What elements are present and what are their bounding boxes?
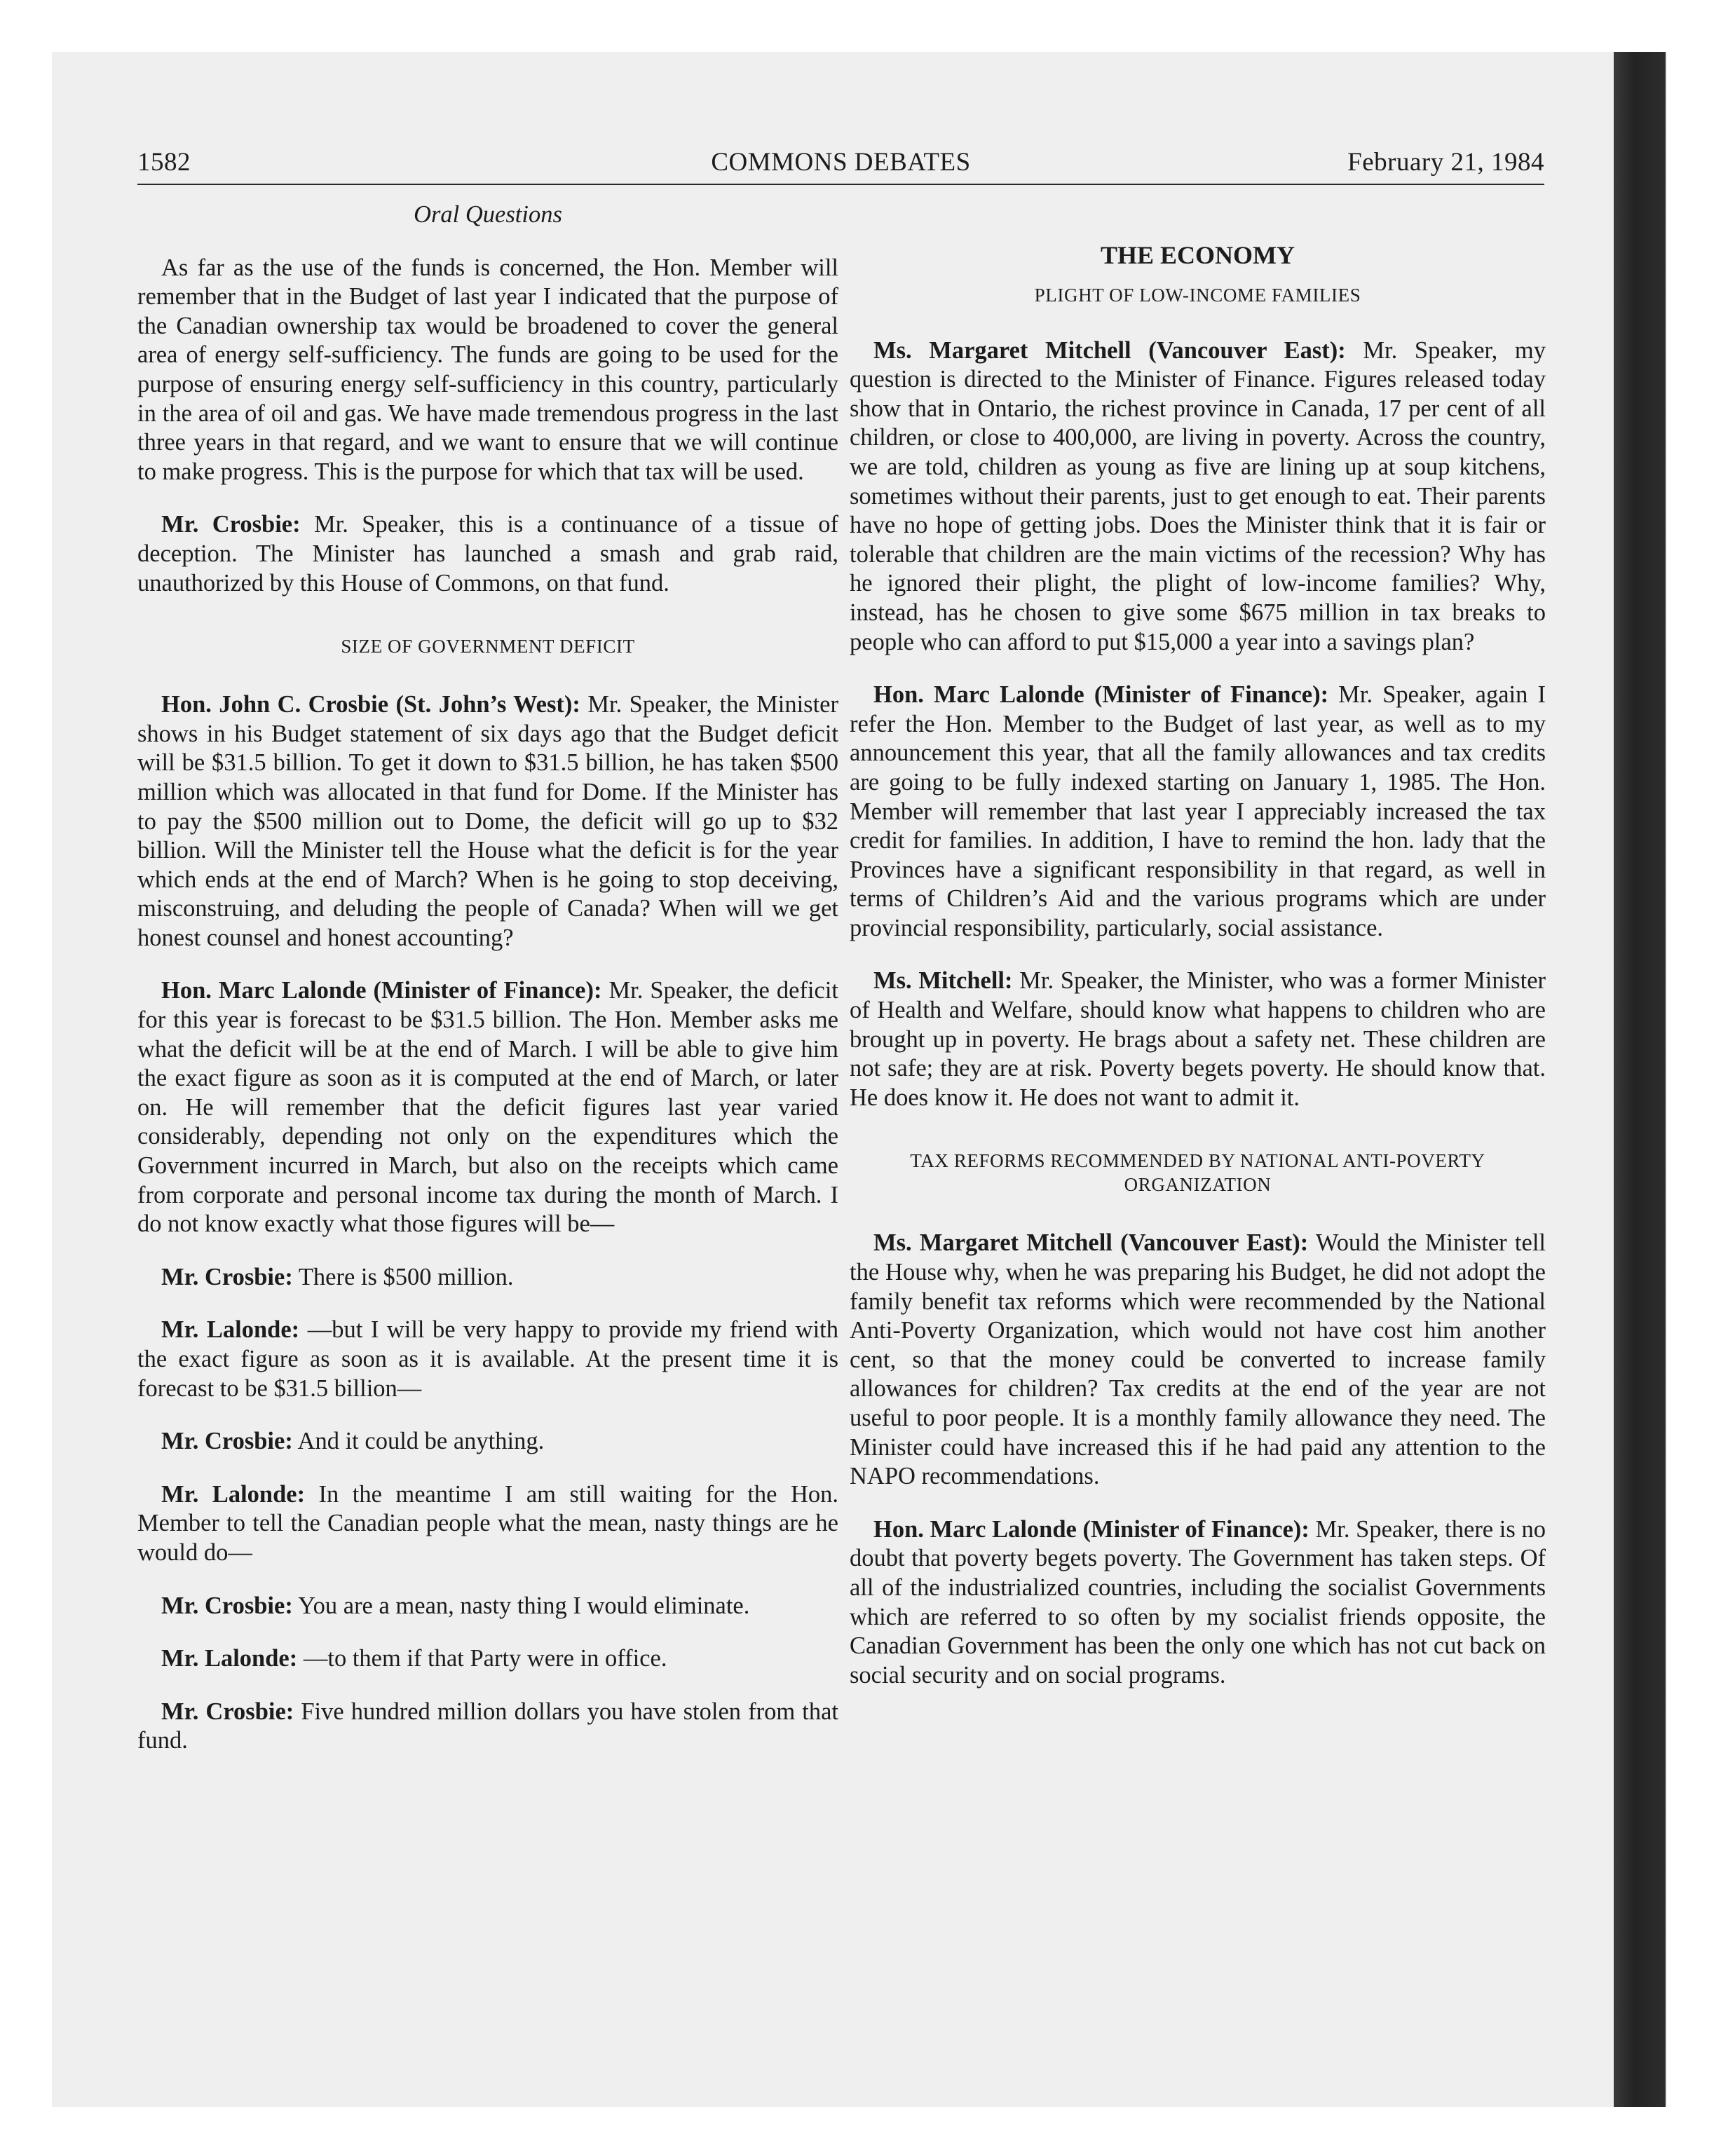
speech-text: You are a mean, nasty thing I would eliminate.: [292, 1592, 750, 1619]
paragraph: [850, 967, 1546, 1112]
speaker-name: Hon. Marc Lalonde (Minister of Finance):: [873, 681, 1329, 709]
paragraph: [850, 336, 1546, 657]
speaker-name: Ms. Margaret Mitchell (Vancouver East):: [873, 1229, 1309, 1257]
speech-text: —but I will be very happy to provide my friend with the exact figure as soon as it is available. At the present time it is forecast to be $31.5 billion—: [137, 1316, 838, 1402]
speaker-name: Hon. Marc Lalonde (Minister of Finance):: [161, 977, 602, 1004]
speech-text: Mr. Speaker, my question is directed to the Minister of Finance. Figures released today show that in Ontario, the richest province in Canada, 17 per cent of all children, or close to 400,000, are living in poverty. Across the country, we are told, children as young as five are lining up at soup kitchens, sometimes without their parents, just to get enough to eat. Their parents have no hope of getting jobs. Does the Minister think that it is fair or tolerable that children are the main victims of the recession? Why has he ignored their plight, the plight of low-income families? Why, instead, has he chosen to give some $675 million in tax breaks to people who can afford to put $15,000 a year into a savings plan?: [850, 336, 1546, 655]
speaker-name: Ms. Mitchell:: [873, 967, 1013, 995]
running-header: [137, 147, 1544, 184]
speech-text: There is $500 million.: [292, 1263, 514, 1290]
speaker-name: Mr. Crosbie:: [161, 1428, 293, 1455]
speech-text: Five hundred million dollars you have stolen from that fund.: [137, 1698, 838, 1754]
speech-text: Mr. Speaker, this is a continuance of a tissue of deception. The Minister has launched a smash and grab raid, unauthorized by this House of Commons, on that fund.: [137, 511, 838, 596]
speech-text: Mr. Speaker, there is no doubt that poverty begets poverty. The Government has taken steps. Of all of the industrialized countries, including the socialist Governments which are referred to so often by my socialist friends opposite, the Canadian Government has been the only one which has not cut back on social security and on social programs.: [850, 1515, 1546, 1688]
speech-text: Would the Minister tell the House why, when he was preparing his Budget, he did not adopt the family benefit tax reforms which were recommended by the National Anti-Poverty Organization, which would not have cost him another cent, so that the money could be converted to increase family allowances for children? Tax credits at the end of the year are not useful to poor people. It is a monthly family allowance they need. The Minister could have increased this if he had paid any attention to the NAPO recommendations.: [850, 1229, 1546, 1490]
paragraph: [137, 1698, 838, 1756]
paragraph: [850, 1229, 1546, 1491]
subheading: PLIGHT OF LOW-INCOME FAMILIES: [1034, 284, 1361, 306]
paragraph: [850, 681, 1546, 943]
speaker-name: Mr. Lalonde:: [161, 1645, 298, 1672]
subheading: TAX REFORMS RECOMMENDED BY NATIONAL ANTI-POVERTY ORGANIZATION: [910, 1150, 1485, 1196]
subheading: SIZE OF GOVERNMENT DEFICIT: [341, 636, 635, 657]
paragraph: [137, 1427, 838, 1456]
paragraph: [137, 1263, 838, 1292]
speech-text: —to them if that Party were in office.: [297, 1645, 667, 1672]
speaker-name: Hon. John C. Crosbie (St. John’s West):: [161, 691, 580, 718]
speech-text: Mr. Speaker, the deficit for this year is forecast to be $31.5 billion. The Hon. Member asks me what the deficit will be at the end of March. I will be able to give him the exact figure as soon as it is computed at the end of March, or later on. He will remember that the deficit figures last year varied considerably, depending not only on the expenditures which the Government incurred in March, but also on the receipts which came from corporate and personal income tax during the month of March. I do not know exactly what those figures will be—: [137, 977, 838, 1238]
speech-text: Mr. Speaker, the Minister, who was a former Minister of Health and Welfare, should know what happens to children who are brought up in poverty. He brags about a safety net. These children are not safe; they are at risk. Poverty begets poverty. He should know that. He does know it. He does not want to admit it.: [850, 967, 1546, 1111]
paragraph: As far as the use of the funds is concerned, the Hon. Member will remember that in the Budget of last year I indicated that the purpose of the Canadian ownership tax would be broadened to cover the general area of energy self-sufficiency. The funds are going to be used for the purpose of ensuring energy self-sufficiency in this country, particularly in the area of oil and gas. We have made tremendous progress in the last three years in that regard, and we want to ensure that we will continue to make progress. This is the purpose for which that tax will be used.: [137, 254, 838, 485]
speech-text: Mr. Speaker, the Minister shows in his Budget statement of six days ago that the Budget deficit will be $31.5 billion. To get it down to $31.5 billion, he has taken $500 million which was allocated in that fund for Dome. If the Minister has to pay the $500 million out to Dome, the deficit will go up to $32 billion. Will the Minister tell the House what the deficit is for the year which ends at the end of March? When is he going to stop deceiving, misconstruing, and deluding the people of Canada? When will we get honest counsel and honest accounting?: [137, 691, 838, 951]
speech-text: Mr. Speaker, again I refer the Hon. Member to the Budget of last year, as well as to my announcement this year, that all the family allowances and tax credits are going to be fully indexed starting on January 1, 1985. The Hon. Member will remember that last year I appreciably increased the tax credit for families. In addition, I have to remind the hon. lady that the Provinces have a significant responsibility in that regard, as well in terms of Children’s Aid and the various programs which are under provincial responsibility, particularly, social assistance.: [850, 681, 1546, 941]
speaker-name: Mr. Lalonde:: [161, 1480, 306, 1508]
header-date: February 21, 1984: [1347, 148, 1544, 177]
publication-title: COMMONS DEBATES: [711, 148, 971, 177]
speaker-name: Mr. Crosbie:: [161, 511, 301, 538]
right-column: [850, 200, 1546, 1690]
speech-text: And it could be anything.: [292, 1428, 545, 1455]
paragraph: [137, 1592, 838, 1621]
speaker-name: Hon. Marc Lalonde (Minister of Finance):: [873, 1515, 1309, 1543]
paragraph: [137, 690, 838, 953]
speaker-name: Mr. Crosbie:: [161, 1263, 293, 1290]
paragraph: [850, 1515, 1546, 1691]
paragraph: [137, 1644, 838, 1674]
speech-text: In the meantime I am still waiting for the Hon. Member to tell the Canadian people what the mean, nasty things are he would do—: [137, 1480, 838, 1566]
speaker-name: Mr. Crosbie:: [161, 1592, 293, 1619]
scan-edge-shadow: [1614, 52, 1666, 2107]
speaker-name: Ms. Margaret Mitchell (Vancouver East):: [873, 336, 1346, 364]
left-column: [137, 200, 838, 1756]
paragraph: [137, 1480, 838, 1568]
header-rule: [137, 184, 1544, 185]
page-number: 1582: [137, 148, 191, 177]
paragraph: [137, 976, 838, 1239]
speaker-name: Mr. Crosbie:: [161, 1698, 294, 1725]
section-label: Oral Questions: [414, 201, 562, 228]
major-heading: THE ECONOMY: [1100, 241, 1295, 269]
paragraph: [137, 1316, 838, 1403]
speaker-name: Mr. Lalonde:: [161, 1316, 300, 1344]
paragraph: [137, 510, 838, 598]
